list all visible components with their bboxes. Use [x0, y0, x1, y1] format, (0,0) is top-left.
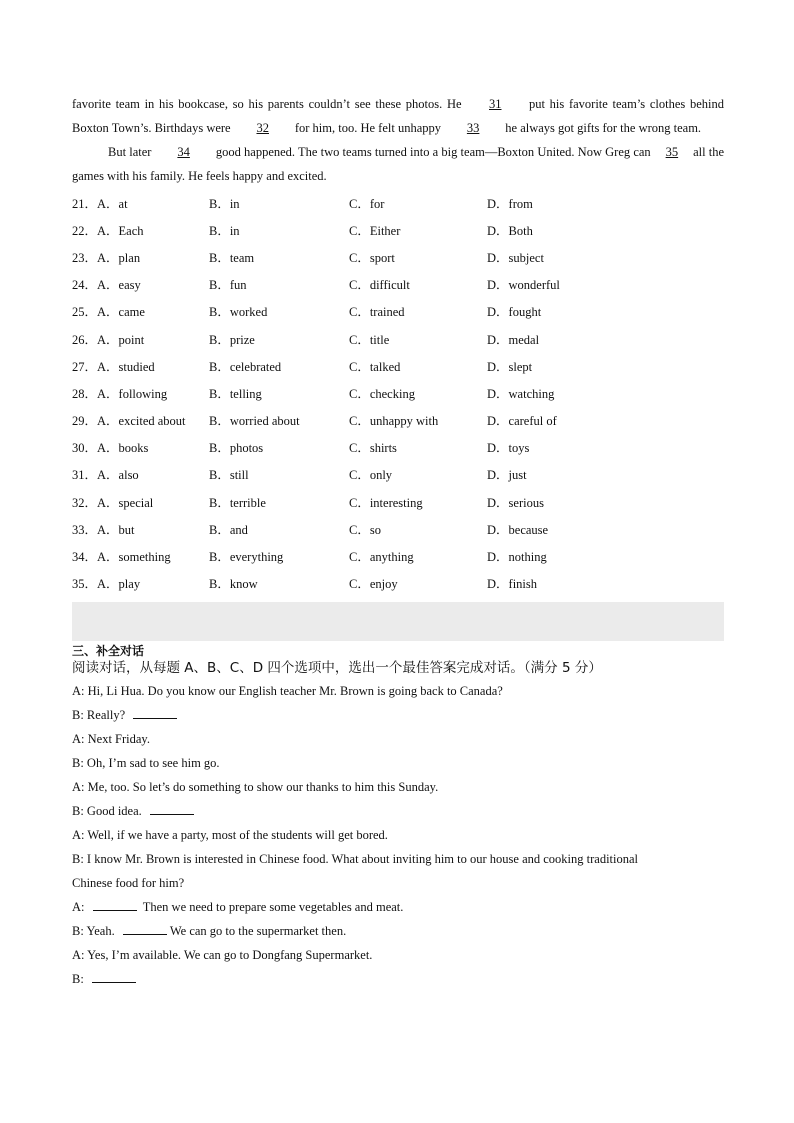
question-number: 31． — [72, 468, 98, 483]
option-b[interactable]: B．fun — [209, 278, 247, 293]
question-row — [72, 461, 724, 488]
passage-text: good happened. The two teams turned into a big team—Boxton United. Now Greg can — [215, 145, 651, 159]
option-d[interactable]: D．nothing — [487, 550, 547, 565]
option-a[interactable] — [72, 384, 209, 402]
question-row — [72, 189, 724, 216]
option-b[interactable]: B．in — [209, 196, 240, 211]
option-a-label: A．excited about — [97, 414, 186, 429]
option-b[interactable]: B．everything — [209, 550, 284, 565]
passage-text: the wrong team. — [620, 121, 702, 135]
option-a[interactable] — [72, 248, 209, 266]
option-a[interactable] — [72, 465, 209, 483]
option-a[interactable] — [72, 520, 209, 538]
exam-page — [72, 92, 724, 991]
blank-35: 35 — [665, 145, 679, 159]
question-row — [72, 352, 724, 379]
passage-text: favorite team in his bookcase, so his parents couldn’t see these photos. He — [72, 97, 462, 111]
question-number: 27． — [72, 359, 98, 374]
option-b[interactable]: B．team — [209, 250, 255, 265]
dialogue-line: B: I know Mr. Brown is interested in Chinese food. What about inviting him to our house and cooking traditional — [72, 851, 639, 866]
dialogue-line: Chinese food for him? — [72, 875, 185, 890]
question-row — [72, 325, 724, 352]
option-a-label: A．came — [97, 305, 145, 320]
answer-blank[interactable] — [133, 706, 177, 719]
passage-paragraph-1 — [72, 92, 724, 140]
option-d[interactable]: D．subject — [487, 250, 544, 265]
option-a-label: A．point — [97, 332, 145, 347]
option-a-label: A．something — [97, 550, 171, 565]
question-number: 28． — [72, 386, 98, 401]
dialogue-line: B: Yeah. We can go to the supermarket then. — [72, 923, 347, 938]
option-a-label: A．Each — [97, 223, 144, 238]
option-a-label: A．plan — [97, 250, 141, 265]
question-row — [72, 243, 724, 270]
question-number: 26． — [72, 332, 98, 347]
option-c[interactable]: C．so — [349, 522, 381, 537]
option-a-label: A．special — [97, 495, 154, 510]
passage-text: all the games with his family. He feels happy and excited. — [72, 145, 725, 183]
dialogue-line: B: Really? — [72, 703, 724, 727]
option-c[interactable]: C．enjoy — [349, 577, 398, 592]
option-b[interactable]: B．still — [209, 468, 249, 483]
dialogue-line: B: Oh, I’m sad to see him go. — [72, 755, 220, 770]
option-b[interactable]: B．worked — [209, 305, 268, 320]
option-c[interactable]: C．trained — [349, 305, 405, 320]
passage-text: behind Boxton Town’s. Birthdays were — [72, 97, 725, 135]
answer-blank[interactable] — [93, 898, 137, 911]
question-number: 32． — [72, 495, 98, 510]
dialogue-line: A: Then we need to prepare some vegetables and meat. — [72, 899, 404, 914]
option-d[interactable]: D．toys — [487, 441, 530, 456]
answer-blank[interactable] — [150, 802, 194, 815]
question-row — [72, 542, 724, 569]
option-a[interactable] — [72, 493, 209, 511]
option-d[interactable]: D．slept — [487, 359, 533, 374]
answer-blank[interactable] — [92, 970, 136, 983]
question-row — [72, 216, 724, 243]
option-d[interactable]: D．Both — [487, 223, 533, 238]
section-title: 三、补全对话 — [72, 643, 145, 658]
option-d[interactable]: D．just — [487, 468, 527, 483]
option-d[interactable]: D．careful of — [487, 414, 557, 429]
option-b[interactable]: B．celebrated — [209, 359, 282, 374]
option-b[interactable]: B．in — [209, 223, 240, 238]
option-c[interactable]: C．only — [349, 468, 393, 483]
question-number: 30． — [72, 441, 98, 456]
option-a-label: A．also — [97, 468, 139, 483]
option-d[interactable]: D．because — [487, 522, 549, 537]
option-c[interactable]: C．shirts — [349, 441, 397, 456]
question-row — [72, 407, 724, 434]
option-b[interactable]: B．know — [209, 577, 258, 592]
option-a[interactable] — [72, 302, 209, 320]
question-row — [72, 434, 724, 461]
option-a[interactable] — [72, 330, 209, 348]
option-a-label: A．studied — [97, 359, 155, 374]
option-b[interactable]: B．and — [209, 522, 248, 537]
option-a-label: A．but — [97, 522, 135, 537]
dialogue-line: A: Hi, Li Hua. Do you know our English teacher Mr. Brown is going back to Canada? — [72, 683, 503, 698]
dialogue-line: A: Me, too. So let’s do something to show our thanks to him this Sunday. — [72, 779, 439, 794]
option-c[interactable]: C．interesting — [349, 495, 423, 510]
question-row — [72, 570, 724, 597]
question-number: 33． — [72, 522, 98, 537]
option-c[interactable]: C．talked — [349, 359, 401, 374]
option-a-label: A．books — [97, 441, 149, 456]
blank-31: 31 — [489, 97, 502, 111]
question-number: 23． — [72, 250, 98, 265]
passage-text: he always got gifts for — [505, 121, 618, 135]
option-d[interactable]: D．medal — [487, 332, 540, 347]
dialogue — [72, 679, 724, 991]
answer-blank[interactable] — [123, 922, 167, 935]
option-a[interactable] — [72, 438, 209, 456]
option-a[interactable] — [72, 574, 209, 592]
option-c[interactable]: C．Either — [349, 223, 401, 238]
blank-34: 34 — [177, 145, 190, 159]
option-d[interactable]: D．from — [487, 196, 533, 211]
option-d[interactable]: D．finish — [487, 577, 538, 592]
dialogue-line: B: — [72, 967, 724, 991]
question-row — [72, 379, 724, 406]
option-b[interactable]: B．worried about — [209, 414, 300, 429]
section-instruction: 阅读对话，从每题 A、B、C、D 四个选项中，选出一个最佳答案完成对话。（满分 5 分） — [72, 659, 602, 676]
option-a[interactable] — [72, 411, 209, 429]
option-a[interactable] — [72, 547, 209, 565]
passage-text: put his favorite team’s clothes — [528, 97, 686, 111]
question-row — [72, 515, 724, 542]
option-d[interactable]: D．wonderful — [487, 278, 560, 293]
blank-33: 33 — [466, 121, 480, 135]
option-a[interactable] — [72, 221, 209, 239]
option-c[interactable]: C．for — [349, 196, 385, 211]
question-number: 29． — [72, 414, 98, 429]
option-b[interactable]: B．telling — [209, 386, 262, 401]
dialogue-line: A: Well, if we have a party, most of the students will get bored. — [72, 827, 388, 842]
option-c[interactable]: C．title — [349, 332, 390, 347]
option-a-label: A．at — [97, 196, 128, 211]
blank-32: 32 — [256, 121, 269, 135]
option-c[interactable]: C．checking — [349, 386, 415, 401]
dialogue-line: B: Good idea. — [72, 799, 724, 823]
question-number: 21． — [72, 196, 98, 211]
dialogue-line: A: Next Friday. — [72, 731, 150, 746]
option-c[interactable]: C．sport — [349, 250, 395, 265]
question-row — [72, 271, 724, 298]
question-row — [72, 298, 724, 325]
question-number: 25． — [72, 305, 98, 320]
option-d[interactable]: D．fought — [487, 305, 542, 320]
option-a-label: A．play — [97, 577, 141, 592]
options-list — [72, 189, 724, 597]
option-a[interactable] — [72, 357, 209, 375]
passage-text: But later — [108, 145, 152, 159]
gray-band — [72, 602, 724, 641]
question-number: 22． — [72, 223, 98, 238]
option-b[interactable]: B．prize — [209, 332, 255, 347]
question-number: 35． — [72, 577, 98, 592]
option-c[interactable]: C．difficult — [349, 278, 410, 293]
option-b[interactable]: B．photos — [209, 441, 264, 456]
question-row — [72, 488, 724, 515]
option-a[interactable] — [72, 275, 209, 293]
option-d[interactable]: D．watching — [487, 386, 555, 401]
option-a-label: A．following — [97, 386, 168, 401]
passage-text: for him, too. He felt unhappy — [294, 121, 442, 135]
option-c[interactable]: C．unhappy with — [349, 414, 439, 429]
option-a-label: A．easy — [97, 278, 141, 293]
question-number: 34． — [72, 550, 98, 565]
option-b[interactable]: B．terrible — [209, 495, 266, 510]
option-c[interactable]: C．anything — [349, 550, 414, 565]
dialogue-line: A: Yes, I’m available. We can go to Dongfang Supermarket. — [72, 947, 373, 962]
question-number: 24． — [72, 278, 98, 293]
option-a[interactable] — [72, 194, 209, 212]
passage-paragraph-2 — [72, 140, 724, 188]
option-d[interactable]: D．serious — [487, 495, 544, 510]
